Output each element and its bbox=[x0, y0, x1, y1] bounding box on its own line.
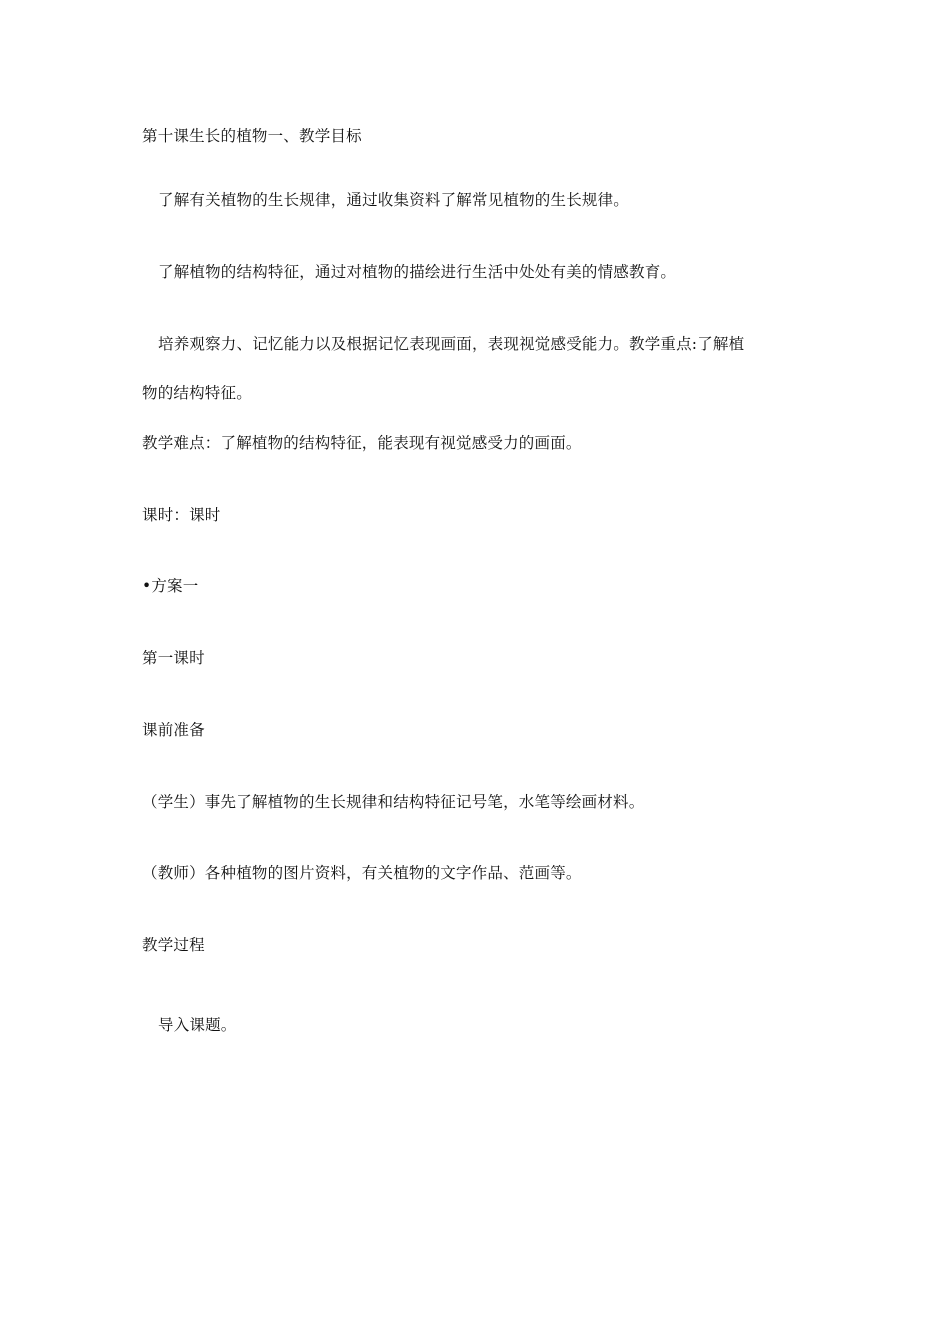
preparation-students: （学生）事先了解植物的生长规律和结构特征记号笔，水笔等绘画材料。 bbox=[142, 793, 645, 811]
preparation-teacher: （教师）各种植物的图片资料，有关植物的文字作品、范画等。 bbox=[142, 864, 582, 882]
objective-2: 了解植物的结构特征，通过对植物的描绘进行生活中处处有美的情感教育。 bbox=[158, 263, 677, 281]
plan-one-heading: •方案一 bbox=[142, 577, 199, 595]
objective-3-part2: 物的结构特征。 bbox=[142, 384, 252, 402]
intro-line: 导入课题。 bbox=[158, 1016, 237, 1034]
objective-1: 了解有关植物的生长规律，通过收集资料了解常见植物的生长规律。 bbox=[158, 191, 630, 209]
teaching-difficulty: 教学难点：了解植物的结构特征，能表现有视觉感受力的画面。 bbox=[142, 434, 582, 452]
teaching-process-heading: 教学过程 bbox=[142, 936, 205, 954]
first-lesson-heading: 第一课时 bbox=[142, 649, 205, 667]
class-hours: 课时：课时 bbox=[142, 506, 221, 524]
preparation-heading: 课前准备 bbox=[142, 721, 205, 739]
objective-3-part1: 培养观察力、记忆能力以及根据记忆表现画面，表现视觉感受能力。教学重点:了解植 bbox=[158, 335, 745, 353]
title-line: 第十课生长的植物一、教学目标 bbox=[142, 127, 362, 145]
